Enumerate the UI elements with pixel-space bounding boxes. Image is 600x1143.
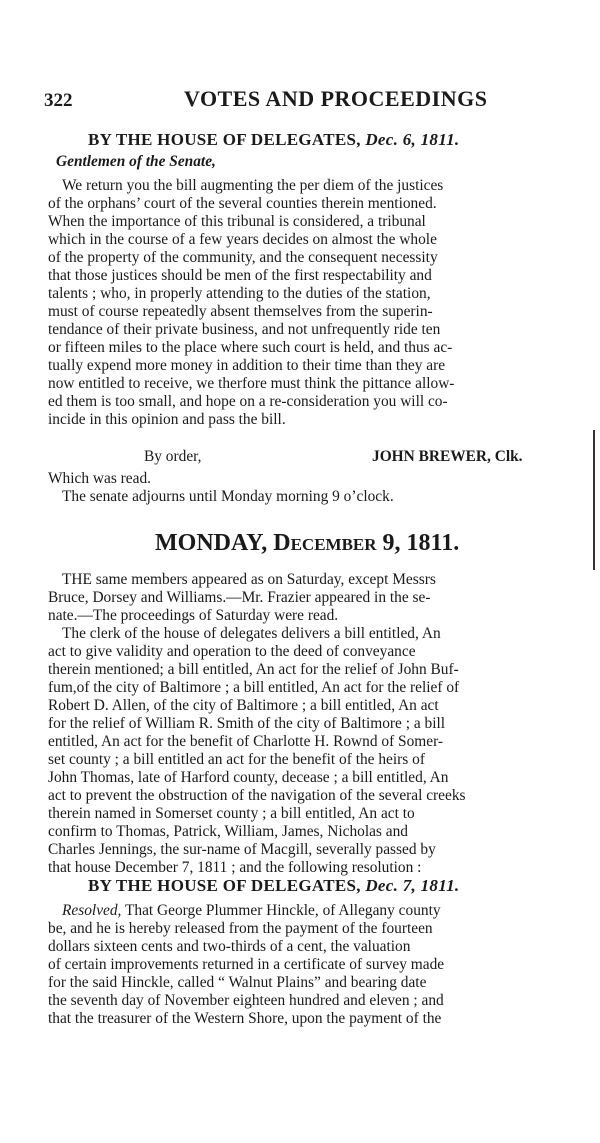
section1-heading-text: BY THE HOUSE OF DELEGATES,	[88, 130, 361, 149]
text-line: must of course repeatedly absent themselves from the superin-	[48, 303, 433, 320]
date-day: MONDAY,	[155, 530, 268, 556]
text-line: now entitled to receive, we therfore must think the pittance allow-	[48, 375, 455, 392]
text-line: be, and he is hereby released from the payment of the fourteen	[48, 920, 433, 937]
text-line: that house December 7, 1811 ; and the following resolution :	[48, 859, 422, 876]
text-line: John Thomas, late of Harford county, decease ; a bill entitled, An	[48, 769, 449, 786]
section1-body	[48, 177, 568, 429]
signature-row	[144, 448, 584, 468]
text-line: nate.—The proceedings of Saturday were read.	[48, 607, 339, 624]
text-line: the seventh day of November eighteen hundred and eleven ; and	[48, 992, 444, 1009]
text-line: Charles Jennings, the sur-name of Macgill, severally passed by	[48, 841, 436, 858]
text-line: Bruce, Dorsey and Williams.—Mr. Frazier appeared in the se-	[48, 589, 431, 606]
text-line: ed them is too small, and hope on a re-consideration you will co-	[48, 393, 448, 410]
resolved-word: Resolved,	[62, 902, 122, 919]
page-header	[44, 86, 544, 116]
text-line: of the property of the community, and the consequent necessity	[48, 249, 438, 266]
date-rest: 9, 1811.	[382, 530, 460, 556]
text-line: talents ; who, in properly attending to the duties of the station,	[48, 285, 431, 302]
clerk-signature: JOHN BREWER, Clk.	[372, 448, 523, 465]
text-line: for the relief of William R. Smith of the city of Baltimore ; a bill	[48, 715, 446, 732]
resolution-line	[48, 902, 568, 920]
section3-body	[48, 920, 568, 1028]
text-line: tendance of their private business, and not unfrequently ride ten	[48, 321, 441, 338]
section1-heading	[88, 130, 459, 150]
resolution-first-line	[48, 902, 568, 920]
text-line: entitled, An act for the benefit of Charlotte H. Rownd of Somer-	[48, 733, 444, 750]
text-line: Which was read.	[48, 470, 151, 487]
text-line: that those justices should be men of the first respectability and	[48, 267, 432, 284]
page-number: 322	[44, 90, 73, 111]
text-line: act to prevent the obstruction of the navigation of the several creeks	[48, 787, 466, 804]
running-title: VOTES AND PROCEEDINGS	[184, 86, 488, 111]
resolution-first-text: That George Plummer Hinckle, of Allegany county	[121, 902, 441, 919]
text-line: that the treasurer of the Western Shore, upon the payment of the	[48, 1010, 442, 1027]
text-line: We return you the bill augmenting the per diem of the justices	[62, 177, 444, 194]
text-line: of the orphans’ court of the several counties therein mentioned.	[48, 195, 437, 212]
text-line: for the said Hinckle, called “ Walnut Plains” and bearing date	[48, 974, 427, 991]
text-line: When the importance of this tribunal is considered, a tribunal	[48, 213, 426, 230]
by-order-text: By order,	[144, 448, 202, 465]
section3-heading	[88, 876, 459, 896]
date-month: December	[273, 530, 377, 556]
salutation: Gentlemen of the Senate,	[56, 153, 216, 170]
page-edge-shadow	[593, 430, 595, 570]
text-line: of certain improvements returned in a certificate of survey made	[48, 956, 445, 973]
text-line: fum,of the city of Baltimore ; a bill entitled, An act for the relief of	[48, 679, 460, 696]
section1-after	[48, 470, 568, 506]
text-line: or fifteen miles to the place where such court is held, and thus ac-	[48, 339, 453, 356]
text-line: The senate adjourns until Monday morning 9 o’clock.	[62, 488, 394, 505]
text-line: THE same members appeared as on Saturday, except Messrs	[62, 571, 436, 588]
text-line: which in the course of a few years decides on almost the whole	[48, 231, 437, 248]
section3-heading-text: BY THE HOUSE OF DELEGATES,	[88, 876, 361, 895]
section2-body	[48, 571, 568, 877]
text-line: dollars sixteen cents and two-thirds of a cent, the valuation	[48, 938, 411, 955]
date-heading	[155, 530, 459, 557]
text-line: act to give validity and operation to the deed of conveyance	[48, 643, 416, 660]
text-line: Robert D. Allen, of the city of Baltimore ; a bill entitled, An act	[48, 697, 439, 714]
section1-heading-date: Dec. 6, 1811.	[365, 130, 460, 149]
text-line: incide in this opinion and pass the bill.	[48, 411, 286, 428]
text-line: therein mentioned; a bill entitled, An act for the relief of John Buf-	[48, 661, 459, 678]
text-line: therein named in Somerset county ; a bill entitled, An act to	[48, 805, 415, 822]
text-line: set county ; a bill entitled an act for the benefit of the heirs of	[48, 751, 425, 768]
text-line: The clerk of the house of delegates delivers a bill entitled, An	[62, 625, 441, 642]
text-line: tually expend more money in addition to their time than they are	[48, 357, 446, 374]
section3-heading-date: Dec. 7, 1811.	[365, 876, 460, 895]
text-line: confirm to Thomas, Patrick, William, James, Nicholas and	[48, 823, 408, 840]
